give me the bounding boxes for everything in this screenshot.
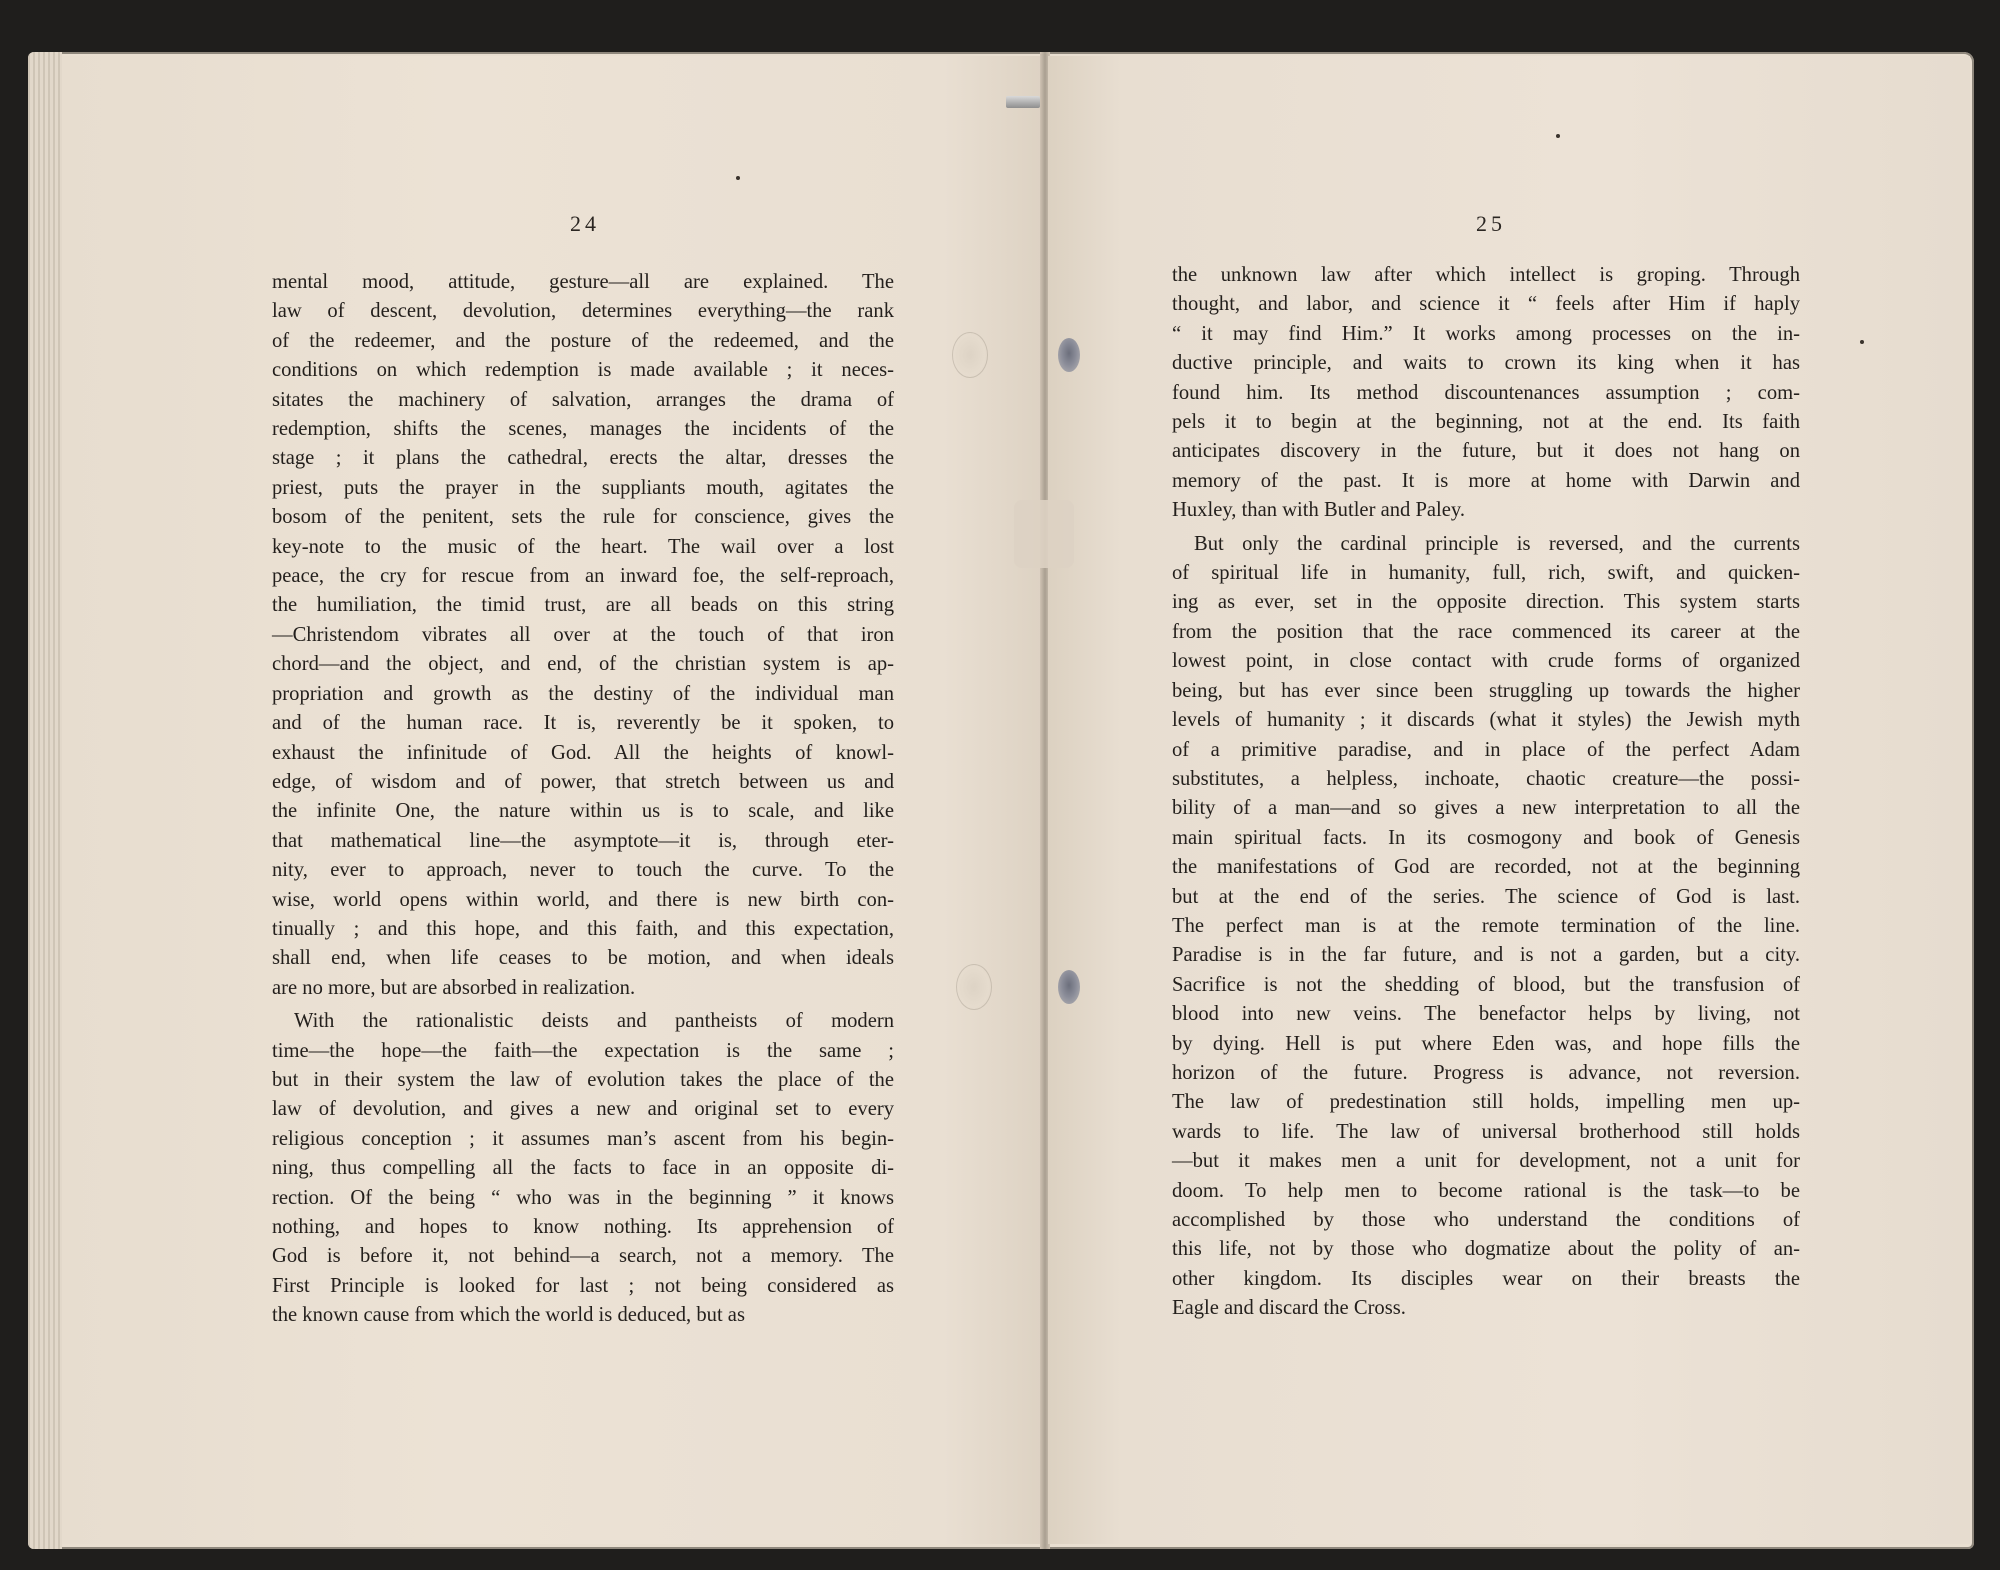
text-line: stage ; it plans the cathedral, erects the altar, dresses the <box>272 447 894 470</box>
text-line: sitates the machinery of salvation, arranges the drama of <box>272 388 894 411</box>
text-line: shall end, when life ceases to be motion, and when ideals <box>272 947 894 970</box>
text-line: ning, thus compelling all the facts to face in an opposite di- <box>272 1157 894 1180</box>
text-line: thought, and labor, and science it “ feels after Him if haply <box>1172 293 1800 316</box>
text-line: priest, puts the prayer in the suppliants mouth, agitates the <box>272 476 894 499</box>
text-line: ductive principle, and waits to crown its king when it has <box>1172 352 1800 375</box>
text-line: “ it may find Him.” It works among processes on the in- <box>1172 322 1800 345</box>
text-line: the infinite One, the nature within us is to scale, and like <box>272 800 894 823</box>
text-line: With the rationalistic deists and pantheists of modern <box>294 1010 894 1033</box>
text-line: Huxley, than with Butler and Paley. <box>1172 499 1466 522</box>
paper-repair-patch <box>1014 500 1074 568</box>
ink-speck <box>736 176 740 180</box>
text-line: wise, world opens within world, and there is new birth con- <box>272 888 894 911</box>
text-line: wards to life. The law of universal brotherhood still holds <box>1172 1120 1800 1143</box>
text-line: God is before it, not behind—a search, not a memory. The <box>272 1245 894 1268</box>
text-line: Eagle and discard the Cross. <box>1172 1297 1406 1320</box>
text-line: exhaust the infinitude of God. All the heights of knowl- <box>272 741 894 764</box>
text-line: accomplished by those who understand the conditions of <box>1172 1209 1800 1231</box>
text-line: —but it makes men a unit for development, not a unit for <box>1172 1150 1800 1173</box>
text-line: but in their system the law of evolution takes the place of the <box>272 1068 894 1091</box>
text-line: chord—and the object, and end, of the christian system is ap- <box>272 653 894 676</box>
text-line: anticipates discovery in the future, but it does not hang on <box>1172 440 1800 463</box>
text-line: the known cause from which the world is deduced, but as <box>272 1304 745 1327</box>
text-line: doom. To help men to become rational is the task—to be <box>1172 1179 1800 1202</box>
text-line: that mathematical line—the asymptote—it is, through eter- <box>272 829 894 852</box>
text-line: are no more, but are absorbed in realization. <box>272 976 636 999</box>
text-line: the humiliation, the timid trust, are all beads on this string <box>272 594 894 617</box>
text-line: substitutes, a helpless, inchoate, chaotic creature—the possi- <box>1172 767 1800 790</box>
text-line: bosom of the penitent, sets the rule for conscience, gives the <box>272 506 894 529</box>
binding-staple <box>1006 96 1040 108</box>
text-line: First Principle is looked for last ; not being considered as <box>272 1274 894 1297</box>
text-line: The perfect man is at the remote termination of the line. <box>1172 914 1800 937</box>
binding-hole-left-lower <box>956 964 992 1010</box>
text-line: levels of humanity ; it discards (what it styles) the Jewish myth <box>1172 709 1800 732</box>
text-line: lowest point, in close contact with crude forms of organized <box>1172 650 1800 673</box>
right-page-text <box>1172 261 1800 1324</box>
text-line: nothing, and hopes to know nothing. Its apprehension of <box>272 1216 894 1238</box>
text-line: key-note to the music of the heart. The wail over a lost <box>272 535 894 558</box>
text-line: law of descent, devolution, determines everything—the rank <box>272 300 894 323</box>
text-line: other kingdom. Its disciples wear on their breasts the <box>1172 1267 1800 1290</box>
text-line: time—the hope—the faith—the expectation is the same ; <box>272 1039 894 1062</box>
text-line: by dying. Hell is put where Eden was, and hope fills the <box>1172 1032 1800 1055</box>
text-line: of spiritual life in humanity, full, rich, swift, and quicken- <box>1172 562 1800 585</box>
text-line: edge, of wisdom and of power, that stretch between us and <box>272 770 894 793</box>
text-line: law of devolution, and gives a new and original set to every <box>272 1098 894 1121</box>
text-line: ing as ever, set in the opposite direction. This system starts <box>1172 591 1800 614</box>
text-line: Paradise is in the far future, and is not a garden, but a city. <box>1172 944 1800 967</box>
text-line: the unknown law after which intellect is groping. Through <box>1172 264 1800 286</box>
page-edge-stack <box>28 52 62 1549</box>
left-page-text <box>272 268 894 1331</box>
text-line: The law of predestination still holds, impelling men up- <box>1172 1091 1800 1114</box>
text-line: —Christendom vibrates all over at the touch of that iron <box>272 623 894 646</box>
text-line: main spiritual facts. In its cosmogony and book of Genesis <box>1172 826 1800 849</box>
text-line: rection. Of the being “ who was in the beginning ” it knows <box>272 1186 894 1209</box>
binding-hole-right-upper <box>1058 338 1080 372</box>
text-line: peace, the cry for rescue from an inward foe, the self-reproach, <box>272 565 894 588</box>
open-book <box>28 52 1974 1549</box>
text-line: memory of the past. It is more at home with Darwin and <box>1172 469 1800 492</box>
text-line: Sacrifice is not the shedding of blood, but the transfusion of <box>1172 973 1800 996</box>
text-line: blood into new veins. The benefactor helps by living, not <box>1172 1003 1800 1026</box>
text-line: found him. Its method discountenances assumption ; com- <box>1172 381 1800 404</box>
text-line: tinually ; and this hope, and this faith, and this expectation, <box>272 917 894 940</box>
text-line: the manifestations of God are recorded, not at the beginning <box>1172 856 1800 879</box>
text-line: conditions on which redemption is made available ; it neces- <box>272 359 894 382</box>
text-line: religious conception ; it assumes man’s ascent from his begin- <box>272 1127 894 1150</box>
text-line: being, but has ever since been struggling up towards the higher <box>1172 679 1800 702</box>
text-line: bility of a man—and so gives a new interpretation to all the <box>1172 797 1800 820</box>
left-page <box>62 56 1042 1544</box>
text-line: and of the human race. It is, reverently be it spoken, to <box>272 712 894 735</box>
text-line: but at the end of the series. The science of God is last. <box>1172 885 1800 908</box>
text-line: from the position that the race commenced its career at the <box>1172 620 1800 643</box>
right-page <box>1048 56 1970 1544</box>
text-line: this life, not by those who dogmatize about the polity of an- <box>1172 1238 1800 1261</box>
text-line: horizon of the future. Progress is advance, not reversion. <box>1172 1061 1800 1084</box>
text-line: redemption, shifts the scenes, manages the incidents of the <box>272 418 894 441</box>
text-line: of the redeemer, and the posture of the redeemed, and the <box>272 329 894 352</box>
page-number-left: 24 <box>570 211 600 236</box>
page-number-right: 25 <box>1476 211 1506 236</box>
text-line: mental mood, attitude, gesture—all are explained. The <box>272 271 894 293</box>
text-line: of a primitive paradise, and in place of the perfect Adam <box>1172 738 1800 761</box>
text-line: propriation and growth as the destiny of the individual man <box>272 682 894 705</box>
text-line: But only the cardinal principle is reversed, and the currents <box>1194 532 1800 555</box>
ink-speck <box>1556 134 1560 138</box>
binding-hole-right-lower <box>1058 970 1080 1004</box>
binding-hole-left-upper <box>952 332 988 378</box>
text-line: nity, ever to approach, never to touch the curve. To the <box>272 859 894 882</box>
ink-speck <box>1860 340 1864 344</box>
text-line: pels it to begin at the beginning, not at the end. Its faith <box>1172 411 1800 434</box>
